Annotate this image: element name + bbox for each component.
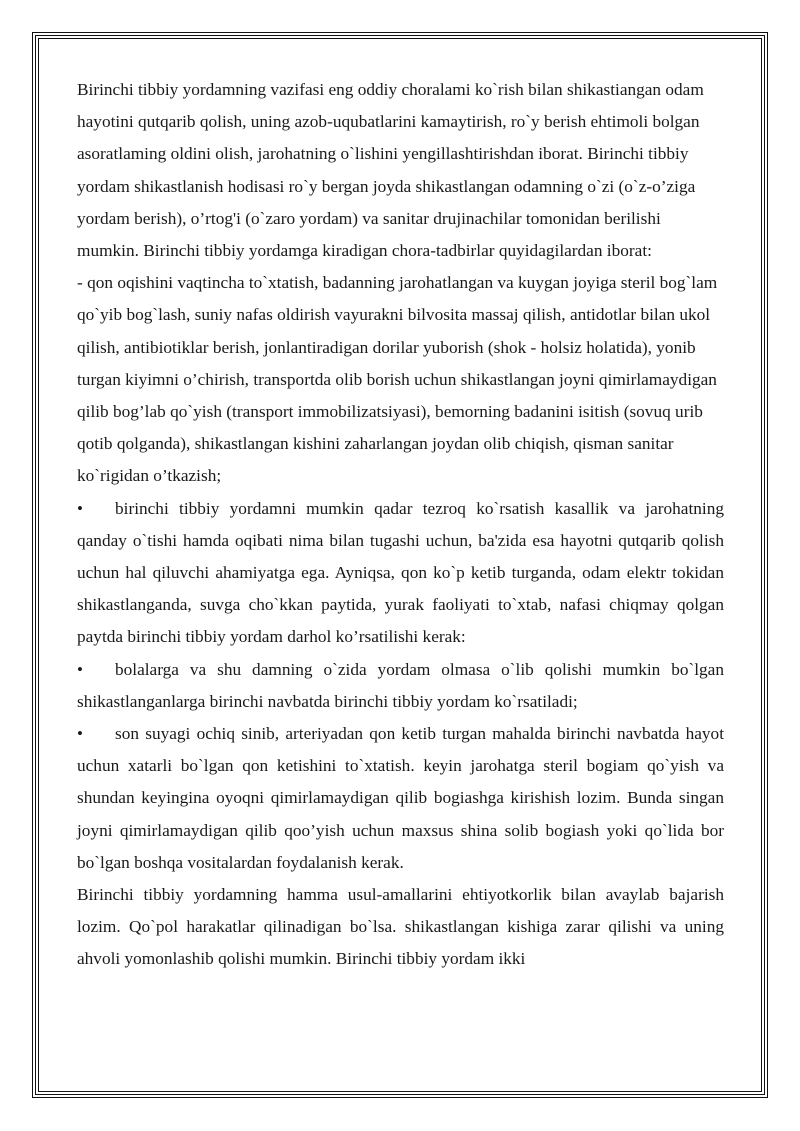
bullet-marker: • [77,724,83,744]
bullet-item-speed [77,493,724,654]
bullet-item-fracture [77,718,724,879]
bullet-marker: • [77,659,83,679]
paragraph-measures-list: - qon oqishini vaqtincha to`xtatish, badanning jarohatlangan va kuygan joyiga steril bog`lam qo`yib bog`lash, suniy nafas oldirish vayurakni bilvosita massaj qilish, antidotlar bilan ukol qilish, antibiotiklar berish, jonlantiradigan dorilar yuborish (shok - holsiz holatida), yonib turgan kiyimni o’chirish, transportda olib borish uchun shikastlangan joyni qimirlamaydigan qilib bog’lab qo`yish (transport immobilizatsiyasi), bemorning badanini isitish (sovuq urib qotib qolganda), shikastlangan kishini zaharlangan joydan olib chiqish, qisman sanitar ko`rigidan o’tkazish; [77,273,718,486]
document-body [77,74,724,976]
paragraph-intro: Birinchi tibbiy yordamning vazifasi eng oddiy choralami ko`rish bilan shikastiangan odam hayotini qutqarib qolish, uning azob-uqubatlarini kamaytirish, ro`y berish ehtimoli bolgan asoratlaming oldini olish, jarohatning o`lishini yengillashtirishdan iborat. Birinchi tibbiy yordam shikastlanish hodisasi ro`y bergan joyda shikastlangan odamning o`zi (o`z-o’ziga yordam berish), o’rtog'i (o`zaro yordam) va sanitar drujinachilar tomonidan berilishi mumkin. Birinchi tibbiy yordamga kiradigan chora-tadbirlar quyidagilardan iborat: [77,80,704,261]
bullet-marker: • [77,498,83,518]
bullet-text: son suyagi ochiq sinib, arteriyadan qon ketib turgan mahalda birinchi navbatda hayot uchun xatarli bo`lgan qon ketishini to`xtatish. keyin jarohatga steril bogiam qo`yish va shundan keyingina oyoqni qimirlamaydigan qilib bogiashga kirishish lozim. Bunda singan joyni qimirlamaydigan qilib qoo’yish uchun maxsus shina solib bogiash yoki qo`lida bor bo`lgan boshqa vositalardan foydalanish kerak. [77,724,724,872]
bullet-text: birinchi tibbiy yordamni mumkin qadar tezroq ko`rsatish kasallik va jarohatning qanday o`tishi hamda oqibati nima bilan tugashi uchun, ba'zida esa hayotni qutqarib qolish uchun hal qiluvchi ahamiyatga ega. Ayniqsa, qon ko`p ketib turganda, odam elektr tokidan shikastlanganda, suvga cho`kkan paytida, yurak faoliyati to`xtab, nafasi chiqmay qolgan paytda birinchi tibbiy yordam darhol ko’rsatilishi kerak: [77,498,724,647]
bullet-text: bolalarga va shu damning o`zida yordam olmasa o`lib qolishi mumkin bo`lgan shikastlanganlarga birinchi navbatda birinchi tibbiy yordam ko`rsatiladi; [77,659,724,711]
bullet-item-priority [77,654,724,718]
paragraph-caution: Birinchi tibbiy yordamning hamma usul-amallarini ehtiyotkorlik bilan avaylab bajarish lozim. Qo`pol harakatlar qilinadigan bo`lsa. shikastlangan kishiga zarar qilishi va uning ahvoli yomonlashib qolishi mumkin. Birinchi tibbiy yordam ikki [77,885,724,969]
